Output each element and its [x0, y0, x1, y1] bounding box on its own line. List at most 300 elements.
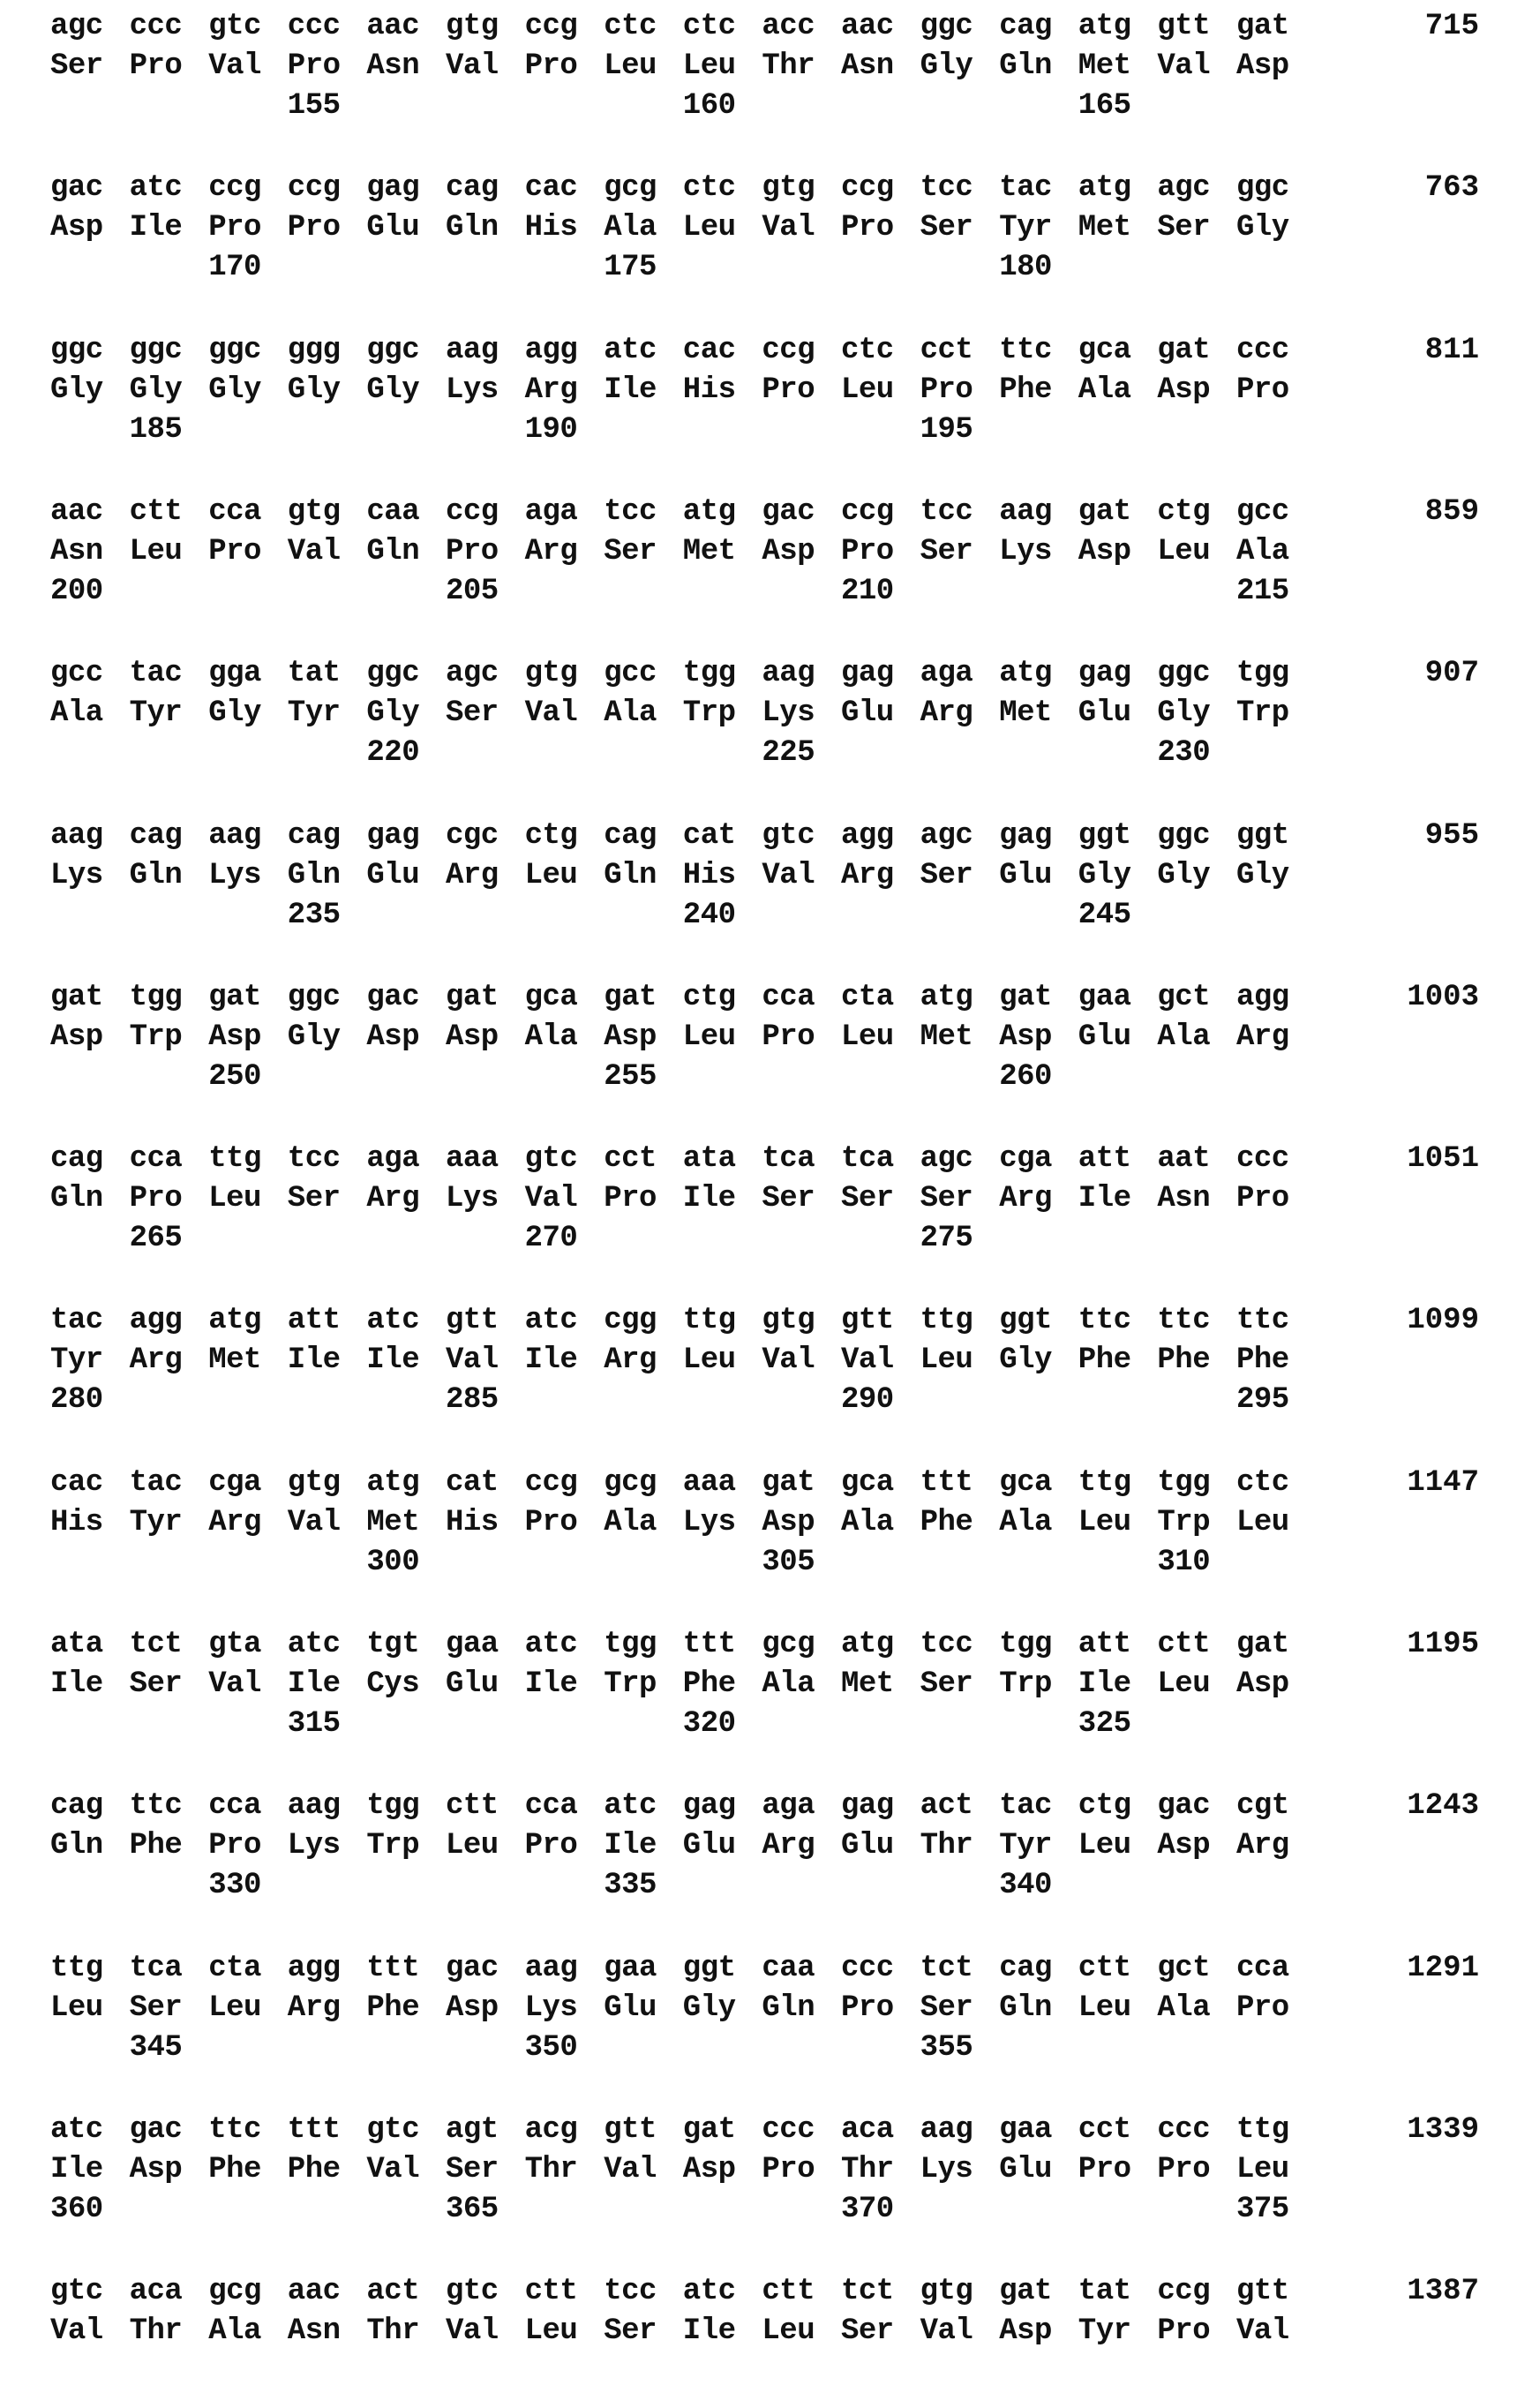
codon: ttt — [288, 2112, 341, 2148]
amino-acid: Trp — [999, 1667, 1052, 1702]
amino-acid: Ser — [920, 1667, 973, 1702]
codon: ggc — [1157, 818, 1210, 854]
codon: aag — [762, 656, 815, 691]
amino-acid: Pro — [1157, 2152, 1210, 2187]
amino-acid: Leu — [525, 2314, 578, 2349]
amino-acid: Asp — [1157, 1828, 1210, 1863]
amino-acid: Phe — [130, 1828, 183, 1863]
codon: ctg — [683, 980, 736, 1015]
amino-acid: Tyr — [130, 696, 183, 731]
amino-acid: Ala — [525, 1020, 578, 1055]
amino-acid: Pro — [208, 534, 261, 569]
residue-number: 330 — [208, 1868, 261, 1903]
amino-acid: Leu — [1078, 1828, 1131, 1863]
amino-acid: Met — [999, 696, 1052, 731]
sequence-block — [0, 1951, 1532, 2083]
codon: gtc — [50, 2274, 103, 2309]
sequence-block — [0, 1303, 1532, 1435]
codon: aga — [366, 1141, 419, 1177]
amino-acid: Glu — [366, 210, 419, 245]
amino-acid: Asn — [841, 49, 894, 84]
residue-number: 290 — [841, 1382, 894, 1418]
amino-acid: Pro — [920, 372, 973, 408]
amino-acid: Leu — [604, 49, 657, 84]
codon: ccg — [762, 333, 815, 368]
amino-acid: Pro — [762, 1020, 815, 1055]
codon: tcc — [920, 170, 973, 206]
codon: agg — [288, 1951, 341, 1986]
codon: gcg — [604, 170, 657, 206]
residue-number: 180 — [999, 250, 1052, 285]
codon: aca — [130, 2274, 183, 2309]
amino-acid: Pro — [604, 1181, 657, 1216]
amino-acid: Pro — [1236, 372, 1289, 408]
codon: ttc — [1236, 1303, 1289, 1338]
amino-acid: Phe — [683, 1667, 736, 1702]
amino-acid: Phe — [920, 1505, 973, 1540]
nucleotide-position: 811 — [1425, 333, 1479, 368]
residue-number: 195 — [920, 412, 973, 448]
amino-acid: Gly — [1078, 858, 1131, 893]
codon: ttc — [208, 2112, 261, 2148]
codon: agc — [446, 656, 499, 691]
nucleotide-position: 1147 — [1407, 1465, 1479, 1501]
amino-acid: Leu — [841, 372, 894, 408]
codon: att — [1078, 1141, 1131, 1177]
residue-number: 240 — [683, 898, 736, 933]
amino-acid: Pro — [841, 210, 894, 245]
amino-acid: Tyr — [50, 1343, 103, 1378]
amino-acid: Gln — [288, 858, 341, 893]
codon: ccc — [1157, 2112, 1210, 2148]
amino-acid: Glu — [1078, 1020, 1131, 1055]
residue-number: 365 — [446, 2192, 499, 2227]
amino-acid: Arg — [999, 1181, 1052, 1216]
codon: aag — [50, 818, 103, 854]
nucleotide-position: 763 — [1425, 170, 1479, 206]
codon: ttc — [1078, 1303, 1131, 1338]
amino-acid: Lys — [446, 372, 499, 408]
codon: gag — [841, 1788, 894, 1824]
nucleotide-position: 1387 — [1407, 2274, 1479, 2309]
residue-number: 175 — [604, 250, 657, 285]
amino-acid: Asp — [1078, 534, 1131, 569]
amino-acid: Tyr — [999, 1828, 1052, 1863]
amino-acid: Tyr — [288, 696, 341, 731]
codon: gac — [446, 1951, 499, 1986]
residue-number: 250 — [208, 1059, 261, 1095]
amino-acid: Pro — [288, 210, 341, 245]
amino-acid: Met — [1078, 210, 1131, 245]
amino-acid: Leu — [1078, 1990, 1131, 2026]
amino-acid: Asp — [999, 2314, 1052, 2349]
codon: tcc — [920, 494, 973, 530]
nucleotide-position: 955 — [1425, 818, 1479, 854]
codon: gag — [366, 818, 419, 854]
amino-acid: Asn — [366, 49, 419, 84]
amino-acid: Ser — [446, 2152, 499, 2187]
amino-acid: Asp — [130, 2152, 183, 2187]
nucleotide-position: 1051 — [1407, 1141, 1479, 1177]
sequence-block — [0, 1788, 1532, 1921]
amino-acid: Trp — [366, 1828, 419, 1863]
codon: atg — [920, 980, 973, 1015]
amino-acid: Arg — [604, 1343, 657, 1378]
amino-acid: His — [446, 1505, 499, 1540]
codon: gat — [683, 2112, 736, 2148]
amino-acid: Val — [1157, 49, 1210, 84]
codon: gag — [999, 818, 1052, 854]
codon: cca — [525, 1788, 578, 1824]
amino-acid: Ile — [604, 372, 657, 408]
amino-acid: Trp — [683, 696, 736, 731]
amino-acid: Gln — [366, 534, 419, 569]
amino-acid: Leu — [208, 1990, 261, 2026]
codon: ggc — [920, 9, 973, 44]
codon: gta — [208, 1627, 261, 1662]
amino-acid: Leu — [683, 1020, 736, 1055]
codon: gcc — [604, 656, 657, 691]
amino-acid: Leu — [208, 1181, 261, 1216]
codon: atg — [366, 1465, 419, 1501]
amino-acid: Ser — [50, 49, 103, 84]
codon: cgt — [1236, 1788, 1289, 1824]
codon: tgg — [130, 980, 183, 1015]
codon: ttt — [683, 1627, 736, 1662]
codon: gcg — [762, 1627, 815, 1662]
codon: gag — [1078, 656, 1131, 691]
amino-acid: Ser — [1157, 210, 1210, 245]
codon: gtg — [762, 170, 815, 206]
residue-number: 375 — [1236, 2192, 1289, 2227]
amino-acid: Ser — [604, 534, 657, 569]
amino-acid: Ala — [604, 210, 657, 245]
amino-acid: Gly — [208, 372, 261, 408]
amino-acid: Ser — [920, 210, 973, 245]
codon: ggc — [1157, 656, 1210, 691]
amino-acid: Pro — [130, 1181, 183, 1216]
amino-acid: Asn — [50, 534, 103, 569]
codon: ccg — [1157, 2274, 1210, 2309]
amino-acid: Pro — [525, 1828, 578, 1863]
amino-acid: Phe — [1078, 1343, 1131, 1378]
codon: gtc — [762, 818, 815, 854]
amino-acid: Gly — [1236, 858, 1289, 893]
amino-acid: Ala — [1157, 1020, 1210, 1055]
codon: ggt — [1078, 818, 1131, 854]
amino-acid: Ser — [920, 1990, 973, 2026]
residue-number: 370 — [841, 2192, 894, 2227]
amino-acid: Pro — [1236, 1990, 1289, 2026]
amino-acid: Pro — [762, 372, 815, 408]
amino-acid: Ile — [525, 1667, 578, 1702]
codon: agg — [130, 1303, 183, 1338]
codon: tat — [1078, 2274, 1131, 2309]
codon: gca — [841, 1465, 894, 1501]
codon: ttt — [920, 1465, 973, 1501]
codon: gtg — [446, 9, 499, 44]
codon: aac — [288, 2274, 341, 2309]
amino-acid: Leu — [50, 1990, 103, 2026]
amino-acid: His — [525, 210, 578, 245]
residue-number: 305 — [762, 1545, 815, 1580]
codon: aac — [50, 494, 103, 530]
amino-acid: Val — [208, 49, 261, 84]
codon: gtt — [841, 1303, 894, 1338]
amino-acid: Met — [366, 1505, 419, 1540]
amino-acid: Ile — [366, 1343, 419, 1378]
amino-acid: Glu — [604, 1990, 657, 2026]
codon: ata — [683, 1141, 736, 1177]
amino-acid: Ser — [604, 2314, 657, 2349]
codon: cag — [999, 1951, 1052, 1986]
amino-acid: Trp — [604, 1667, 657, 1702]
residue-number: 160 — [683, 88, 736, 124]
residue-number: 235 — [288, 898, 341, 933]
amino-acid: Trp — [130, 1020, 183, 1055]
codon: gtg — [525, 656, 578, 691]
codon: aag — [999, 494, 1052, 530]
codon: gac — [130, 2112, 183, 2148]
amino-acid: Arg — [446, 858, 499, 893]
residue-number: 295 — [1236, 1382, 1289, 1418]
amino-acid: Val — [1236, 2314, 1289, 2349]
sequence-block — [0, 818, 1532, 951]
amino-acid: Arg — [1236, 1020, 1289, 1055]
amino-acid: Ile — [1078, 1181, 1131, 1216]
codon: gag — [841, 656, 894, 691]
amino-acid: Gly — [1236, 210, 1289, 245]
sequence-block — [0, 656, 1532, 788]
amino-acid: Met — [683, 534, 736, 569]
amino-acid: Pro — [1236, 1181, 1289, 1216]
amino-acid: Asp — [1157, 372, 1210, 408]
amino-acid: Gly — [130, 372, 183, 408]
codon: ttg — [50, 1951, 103, 1986]
codon: agg — [1236, 980, 1289, 1015]
codon: gat — [446, 980, 499, 1015]
amino-acid: Lys — [50, 858, 103, 893]
codon: aga — [920, 656, 973, 691]
codon: ata — [50, 1627, 103, 1662]
codon: gat — [1157, 333, 1210, 368]
codon: ggc — [1236, 170, 1289, 206]
amino-acid: Asp — [446, 1020, 499, 1055]
amino-acid: Val — [446, 49, 499, 84]
amino-acid: Pro — [446, 534, 499, 569]
amino-acid: Gln — [446, 210, 499, 245]
amino-acid: Glu — [683, 1828, 736, 1863]
codon: gcc — [50, 656, 103, 691]
amino-acid: Ala — [1078, 372, 1131, 408]
codon: gtc — [208, 9, 261, 44]
amino-acid: Tyr — [999, 210, 1052, 245]
codon: gga — [208, 656, 261, 691]
codon: gct — [1157, 980, 1210, 1015]
codon: atc — [366, 1303, 419, 1338]
amino-acid: Pro — [1078, 2152, 1131, 2187]
codon: gtt — [446, 1303, 499, 1338]
amino-acid: Ala — [208, 2314, 261, 2349]
codon: gtc — [446, 2274, 499, 2309]
amino-acid: Pro — [525, 1505, 578, 1540]
amino-acid: Ser — [841, 2314, 894, 2349]
amino-acid: Val — [920, 2314, 973, 2349]
residue-number: 210 — [841, 574, 894, 609]
residue-number: 310 — [1157, 1545, 1210, 1580]
residue-number: 225 — [762, 735, 815, 771]
codon: ggc — [288, 980, 341, 1015]
amino-acid: Ile — [683, 2314, 736, 2349]
sequence-block — [0, 980, 1532, 1112]
codon: cta — [841, 980, 894, 1015]
codon: atc — [130, 170, 183, 206]
amino-acid: Arg — [208, 1505, 261, 1540]
codon: tac — [999, 1788, 1052, 1824]
codon: acg — [525, 2112, 578, 2148]
amino-acid: Phe — [1236, 1343, 1289, 1378]
amino-acid: Lys — [208, 858, 261, 893]
residue-number: 245 — [1078, 898, 1131, 933]
codon: caa — [762, 1951, 815, 1986]
amino-acid: Gln — [50, 1181, 103, 1216]
codon: cca — [1236, 1951, 1289, 1986]
codon: gtg — [288, 1465, 341, 1501]
codon: cac — [683, 333, 736, 368]
amino-acid: Gly — [1157, 696, 1210, 731]
codon: atg — [1078, 170, 1131, 206]
amino-acid: Thr — [366, 2314, 419, 2349]
codon: ttg — [920, 1303, 973, 1338]
codon: ccc — [130, 9, 183, 44]
codon: cag — [999, 9, 1052, 44]
amino-acid: Asp — [208, 1020, 261, 1055]
residue-number: 170 — [208, 250, 261, 285]
codon: ctt — [130, 494, 183, 530]
codon: ttg — [208, 1141, 261, 1177]
codon: tcc — [920, 1627, 973, 1662]
residue-number: 280 — [50, 1382, 103, 1418]
codon: ggt — [683, 1951, 736, 1986]
codon: cag — [50, 1141, 103, 1177]
amino-acid: Ile — [50, 1667, 103, 1702]
amino-acid: Ile — [288, 1343, 341, 1378]
residue-number: 220 — [366, 735, 419, 771]
residue-number: 190 — [525, 412, 578, 448]
codon: gca — [525, 980, 578, 1015]
residue-number: 260 — [999, 1059, 1052, 1095]
codon: ccc — [1236, 333, 1289, 368]
codon: cgg — [604, 1303, 657, 1338]
codon: gct — [1157, 1951, 1210, 1986]
residue-number: 185 — [130, 412, 183, 448]
amino-acid: Gly — [288, 1020, 341, 1055]
codon: gtt — [604, 2112, 657, 2148]
amino-acid: Gln — [50, 1828, 103, 1863]
amino-acid: Phe — [208, 2152, 261, 2187]
codon: acc — [762, 9, 815, 44]
codon: ctc — [683, 170, 736, 206]
codon: cag — [288, 818, 341, 854]
amino-acid: Phe — [288, 2152, 341, 2187]
codon: cac — [525, 170, 578, 206]
codon: ctg — [1078, 1788, 1131, 1824]
codon: cag — [446, 170, 499, 206]
codon: gat — [604, 980, 657, 1015]
codon: ttg — [1236, 2112, 1289, 2148]
amino-acid: His — [683, 858, 736, 893]
amino-acid: Arg — [130, 1343, 183, 1378]
sequence-block — [0, 494, 1532, 627]
amino-acid: Val — [841, 1343, 894, 1378]
codon: ctt — [446, 1788, 499, 1824]
amino-acid: Ser — [130, 1990, 183, 2026]
codon: gac — [366, 980, 419, 1015]
amino-acid: Pro — [208, 1828, 261, 1863]
residue-number: 265 — [130, 1221, 183, 1256]
residue-number: 275 — [920, 1221, 973, 1256]
amino-acid: Gln — [762, 1990, 815, 2026]
codon: ttt — [366, 1951, 419, 1986]
codon: cta — [208, 1951, 261, 1986]
codon: ctt — [1157, 1627, 1210, 1662]
amino-acid: Ile — [525, 1343, 578, 1378]
amino-acid: Ile — [130, 210, 183, 245]
codon: tct — [920, 1951, 973, 1986]
nucleotide-position: 859 — [1425, 494, 1479, 530]
amino-acid: Thr — [841, 2152, 894, 2187]
amino-acid: Gly — [1157, 858, 1210, 893]
codon: tat — [288, 656, 341, 691]
amino-acid: Lys — [999, 534, 1052, 569]
codon: ggc — [366, 656, 419, 691]
codon: tgg — [1157, 1465, 1210, 1501]
amino-acid: Leu — [1078, 1505, 1131, 1540]
amino-acid: Val — [525, 696, 578, 731]
codon: cca — [130, 1141, 183, 1177]
codon: gaa — [1078, 980, 1131, 1015]
amino-acid: Ala — [604, 696, 657, 731]
nucleotide-position: 1099 — [1407, 1303, 1479, 1338]
codon: att — [1078, 1627, 1131, 1662]
codon: ccc — [1236, 1141, 1289, 1177]
codon: ctg — [1157, 494, 1210, 530]
codon: ctc — [841, 333, 894, 368]
codon: tca — [762, 1141, 815, 1177]
amino-acid: Glu — [841, 1828, 894, 1863]
codon: aca — [841, 2112, 894, 2148]
amino-acid: Gly — [366, 372, 419, 408]
amino-acid: His — [683, 372, 736, 408]
amino-acid: Thr — [130, 2314, 183, 2349]
amino-acid: Asp — [762, 534, 815, 569]
amino-acid: Ile — [683, 1181, 736, 1216]
amino-acid: Ala — [1157, 1990, 1210, 2026]
residue-number: 155 — [288, 88, 341, 124]
amino-acid: Gly — [366, 696, 419, 731]
codon: ttc — [130, 1788, 183, 1824]
codon: gac — [1157, 1788, 1210, 1824]
codon: act — [920, 1788, 973, 1824]
codon: aaa — [446, 1141, 499, 1177]
amino-acid: Thr — [920, 1828, 973, 1863]
amino-acid: Pro — [841, 1990, 894, 2026]
codon: gtc — [366, 2112, 419, 2148]
codon: gag — [366, 170, 419, 206]
residue-number: 270 — [525, 1221, 578, 1256]
residue-number: 355 — [920, 2030, 973, 2066]
codon: tac — [130, 1465, 183, 1501]
